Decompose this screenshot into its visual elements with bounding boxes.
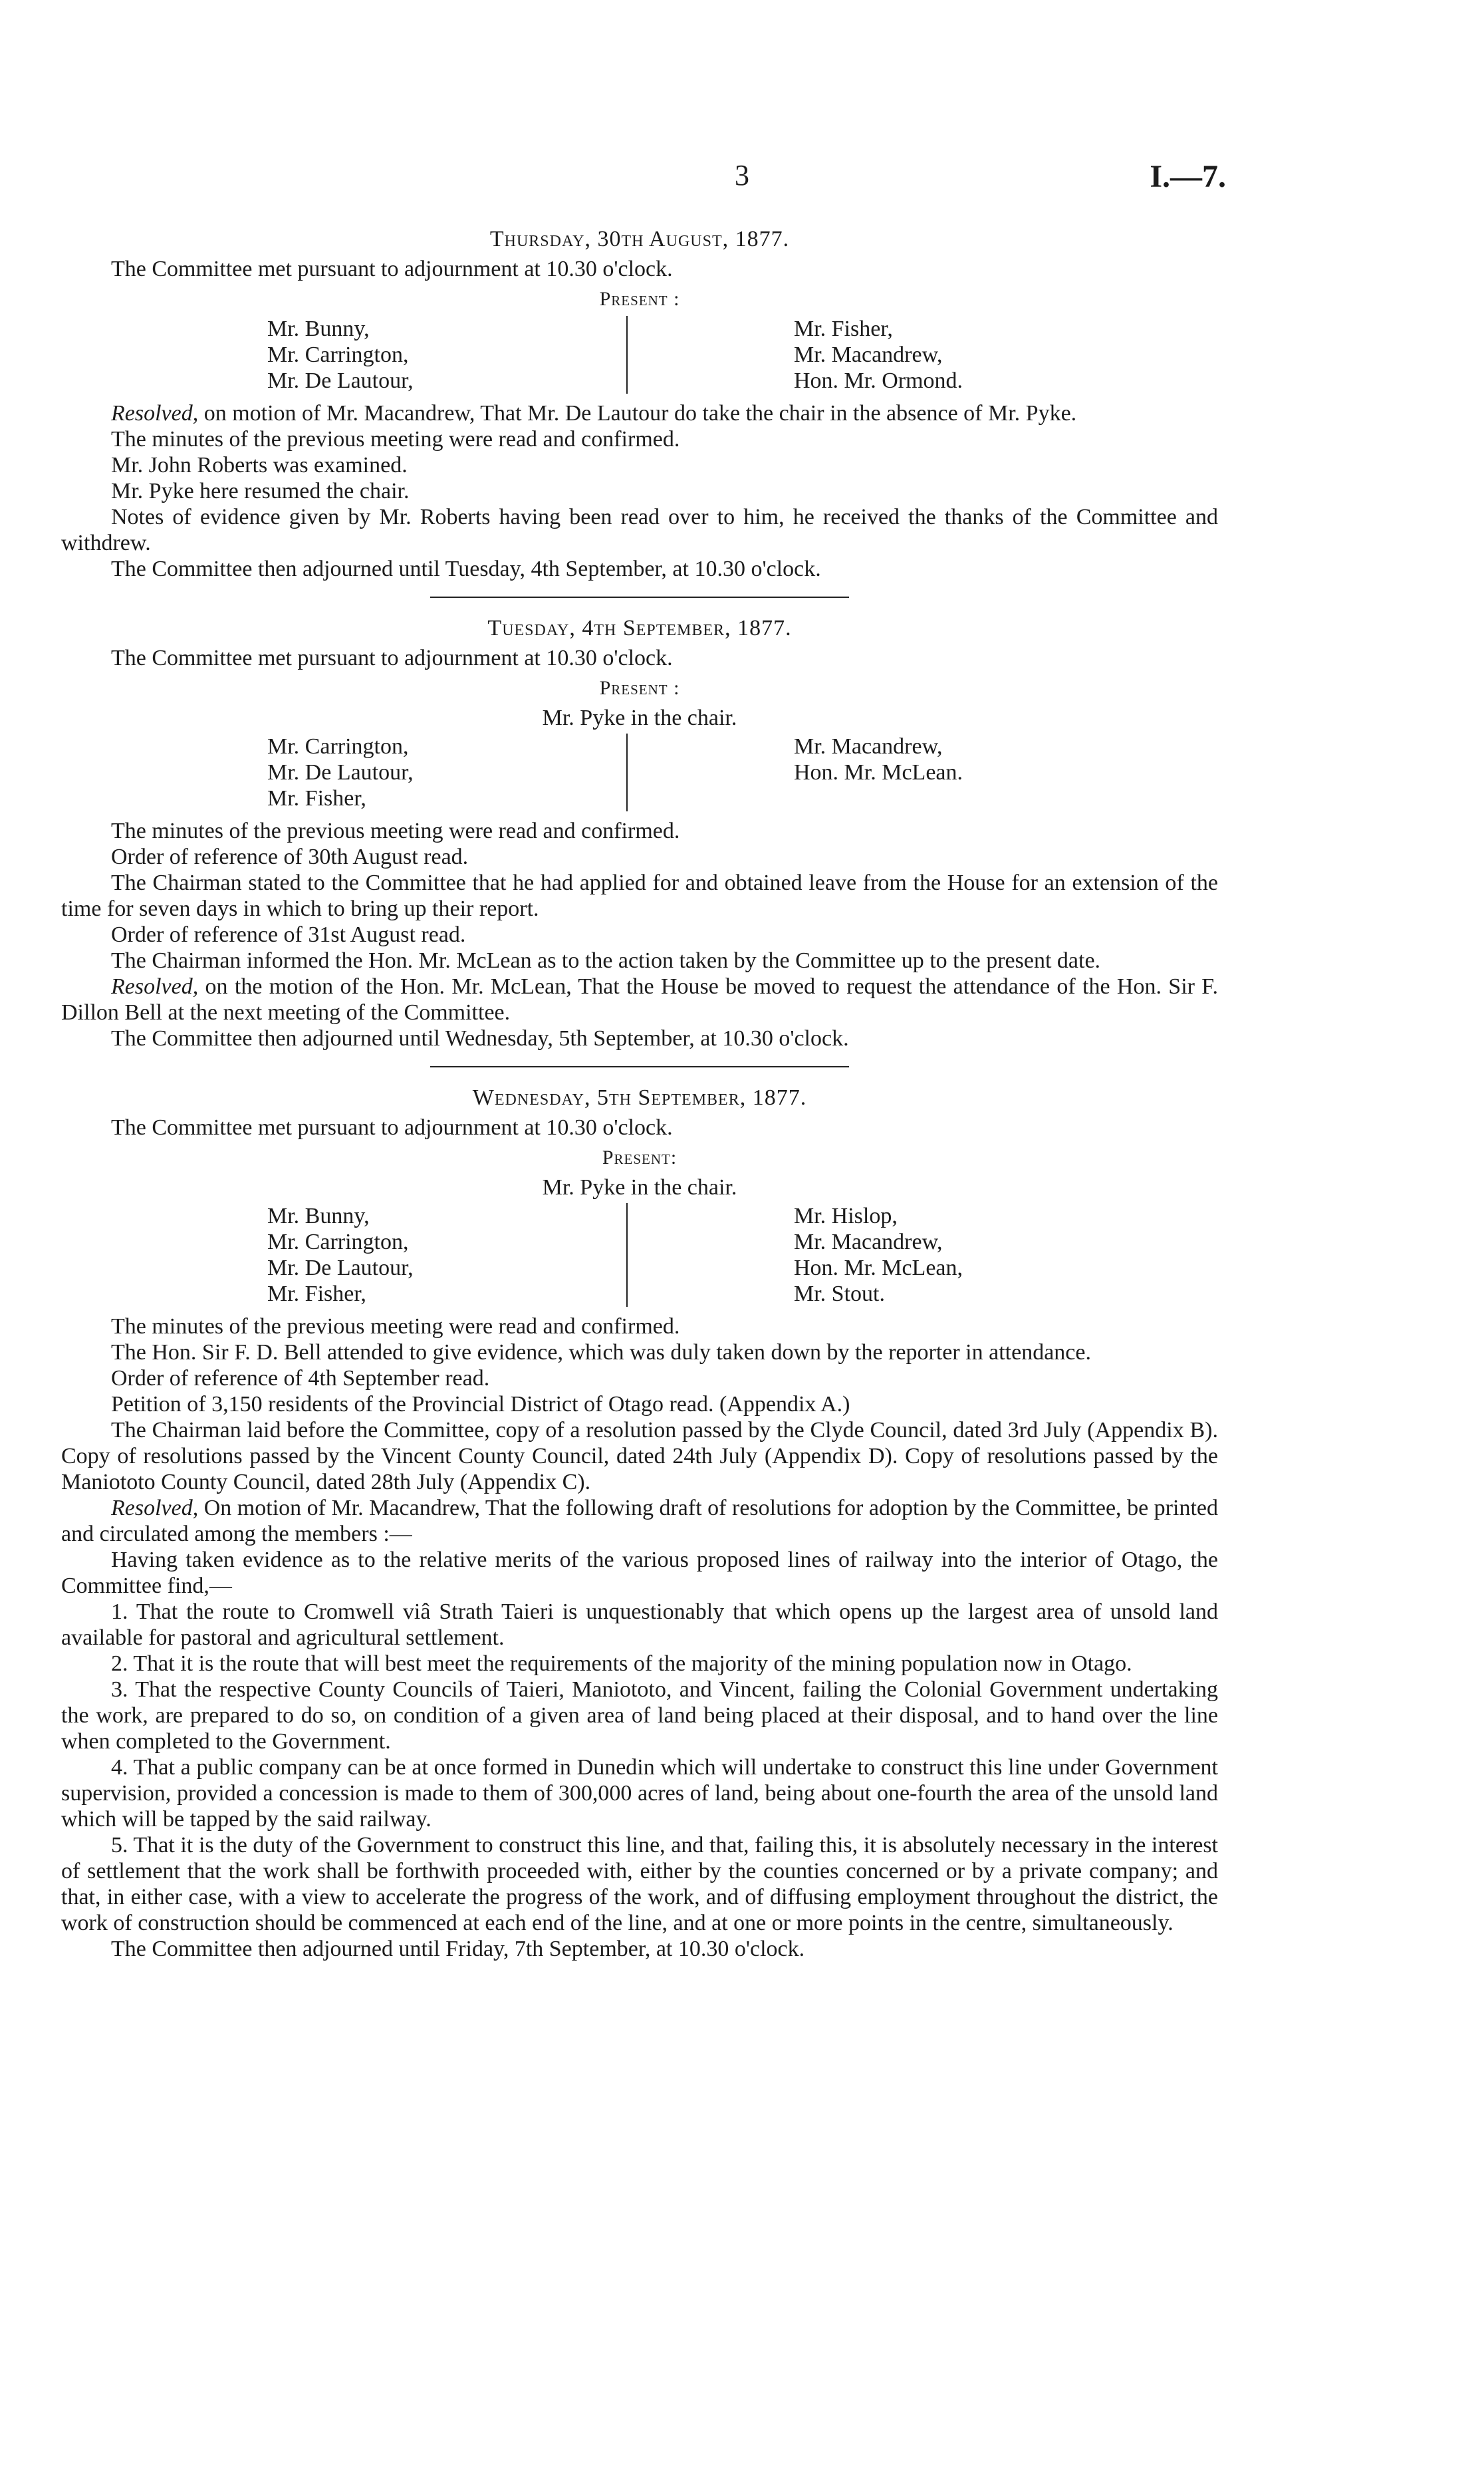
meeting-date: Thursday, 30th August, 1877. xyxy=(489,227,790,251)
minute-paragraph xyxy=(61,1365,1218,1391)
paragraph-text: The Chairman stated to the Committee that he had applied for and obtained leave from the House for an extension of the time for seven days in which to bring up their report. xyxy=(61,871,1218,921)
minute-paragraph xyxy=(61,1754,1218,1832)
paragraph-text: Order of reference of 30th August read. xyxy=(111,845,469,869)
member-name: Mr. Macandrew, xyxy=(794,734,943,759)
members-left-column xyxy=(267,316,628,394)
minute-paragraph xyxy=(61,1391,1218,1417)
paragraph-text: on the motion of the Hon. Mr. McLean, That the House be moved to request the attendance of the Hon. Sir F. Dillon Bell at the next meeting of the Committee. xyxy=(61,974,1218,1025)
paragraph-text: on motion of Mr. Macandrew, That Mr. De Lautour do take the chair in the absence of Mr. Pyke. xyxy=(198,401,1077,426)
members-right-column xyxy=(628,734,963,811)
member-name: Hon. Mr. Ormond. xyxy=(794,368,963,393)
meeting-section xyxy=(61,615,1218,1051)
section-divider xyxy=(430,1066,849,1067)
member-name: Mr. Bunny, xyxy=(267,1204,370,1228)
member-name: Mr. Stout. xyxy=(794,1282,885,1306)
minute-paragraph xyxy=(61,922,1218,948)
paragraph-text: The Committee then adjourned until Friday, 7th September, at 10.30 o'clock. xyxy=(111,1937,805,1961)
minute-paragraph xyxy=(61,1495,1218,1547)
member-name: Mr. Macandrew, xyxy=(794,343,943,367)
minute-paragraph xyxy=(61,1651,1218,1677)
meeting-section xyxy=(61,1085,1218,1962)
minute-paragraph xyxy=(61,478,1218,504)
minute-paragraph xyxy=(61,400,1218,426)
paragraph-text: 1. That the route to Cromwell viâ Strath Taieri is unquestionably that which opens up the largest area of unsold land available for pastoral and agricultural settlement. xyxy=(61,1599,1218,1650)
minute-paragraph xyxy=(61,1547,1218,1599)
members-left-column xyxy=(267,734,628,811)
meeting-opening: The Committee met pursuant to adjournment at 10.30 o'clock. xyxy=(111,1115,673,1140)
paragraph-text: The Hon. Sir F. D. Bell attended to give evidence, which was duly taken down by the reporter in attendance. xyxy=(111,1340,1091,1365)
present-label: Present : xyxy=(599,288,680,310)
meeting-section xyxy=(61,226,1218,582)
minute-paragraph xyxy=(61,1313,1218,1339)
member-name: Mr. Fisher, xyxy=(267,1282,366,1306)
meeting-date: Tuesday, 4th September, 1877. xyxy=(487,616,792,640)
minute-paragraph xyxy=(61,818,1218,844)
paragraph-text: On motion of Mr. Macandrew, That the following draft of resolutions for adoption by the Committee, be printed and circulated among the members :— xyxy=(61,1496,1218,1546)
minutes-body xyxy=(61,226,1218,1962)
resolved-lead: Resolved, xyxy=(111,401,199,426)
minute-paragraph xyxy=(61,948,1218,974)
member-name: Mr. Carrington, xyxy=(267,1230,409,1254)
member-name: Mr. Hislop, xyxy=(794,1204,898,1228)
paragraph-text: The Committee then adjourned until Tuesday, 4th September, at 10.30 o'clock. xyxy=(111,557,821,581)
meeting-opening: The Committee met pursuant to adjournment at 10.30 o'clock. xyxy=(111,257,673,281)
paragraph-text: Petition of 3,150 residents of the Provincial District of Otago read. (Appendix A.) xyxy=(111,1392,850,1417)
paragraph-text: Notes of evidence given by Mr. Roberts having been read over to him, he received the thanks of the Committee and withdrew. xyxy=(61,505,1218,555)
member-name: Hon. Mr. McLean, xyxy=(794,1256,963,1280)
paragraph-text: Having taken evidence as to the relative merits of the various proposed lines of railway into the interior of Otago, the Committee find,— xyxy=(61,1548,1218,1598)
meeting-date: Wednesday, 5th September, 1877. xyxy=(472,1085,807,1110)
members-left-column xyxy=(267,1203,628,1307)
paragraph-text: 2. That it is the route that will best meet the requirements of the majority of the mining population now in Otago. xyxy=(111,1651,1132,1676)
chair-note: Mr. Pyke in the chair. xyxy=(542,706,737,730)
paragraph-text: 5. That it is the duty of the Government to construct this line, and that, failing this, it is absolutely necessary in the interest of settlement that the work shall be forthwith proceeded with, either by the counties concerned or by a private company; and that, in either case, with a view to accelerate the progress of the work, and of diffusing employment throughout the district, the work of construction should be commenced at each end of the line, and at one or more points in the centre, simultaneously. xyxy=(61,1833,1218,1935)
document-reference: I.—7. xyxy=(1150,159,1226,194)
paragraph-text: Mr. John Roberts was examined. xyxy=(111,453,408,478)
minute-paragraph xyxy=(61,1832,1218,1936)
paragraph-text: 4. That a public company can be at once formed in Dunedin which will undertake to construct this line under Government supervision, provided a concession is made to them of 300,000 acres of land, being about one-fourth the area of the unsold land which will be tapped by the said railway. xyxy=(61,1755,1218,1832)
member-name: Mr. Carrington, xyxy=(267,734,409,759)
minute-paragraph xyxy=(61,870,1218,922)
paragraph-text: 3. That the respective County Councils of Taieri, Maniototo, and Vincent, failing the Colonial Government undertaking the work, are prepared to do so, on condition of a given area of land being placed at their disposal, and to hand over the line when completed to the Government. xyxy=(61,1677,1218,1754)
minute-paragraph xyxy=(61,1026,1218,1051)
present-label: Present : xyxy=(599,677,680,699)
paragraph-text: The Committee then adjourned until Wednesday, 5th September, at 10.30 o'clock. xyxy=(111,1026,849,1051)
minute-paragraph xyxy=(61,1339,1218,1365)
member-name: Mr. Fisher, xyxy=(267,786,366,811)
member-name: Mr. De Lautour, xyxy=(267,760,414,785)
page-number: 3 xyxy=(735,159,749,192)
paragraph-text: The Chairman laid before the Committee, copy of a resolution passed by the Clyde Council, dated 3rd July (Appendix B). Copy of resolutions passed by the Vincent County Council, dated 24th July (Appendix D). Copy of resolutions passed by the Maniototo County Council, dated 28th July (Appendix C). xyxy=(61,1418,1218,1494)
member-name: Mr. Carrington, xyxy=(267,343,409,367)
resolved-lead: Resolved, xyxy=(111,1496,199,1520)
minute-paragraph xyxy=(61,556,1218,582)
members-present xyxy=(61,316,1218,394)
minute-paragraph xyxy=(61,504,1218,556)
minute-paragraph xyxy=(61,452,1218,478)
member-name: Mr. De Lautour, xyxy=(267,1256,414,1280)
paragraph-text: The Chairman informed the Hon. Mr. McLean as to the action taken by the Committee up to the present date. xyxy=(111,948,1101,973)
member-name: Mr. Bunny, xyxy=(267,317,370,341)
present-label: Present: xyxy=(602,1147,678,1168)
members-right-column xyxy=(628,316,963,394)
section-divider xyxy=(430,597,849,598)
paragraph-text: The minutes of the previous meeting were read and confirmed. xyxy=(111,1314,680,1339)
member-name: Mr. Fisher, xyxy=(794,317,893,341)
resolved-lead: Resolved, xyxy=(111,974,199,999)
minute-paragraph xyxy=(61,974,1218,1026)
paragraph-text: Mr. Pyke here resumed the chair. xyxy=(111,479,410,503)
paragraph-text: Order of reference of 4th September read. xyxy=(111,1366,490,1391)
minute-paragraph xyxy=(61,1599,1218,1651)
member-name: Mr. De Lautour, xyxy=(267,368,414,393)
member-name: Hon. Mr. McLean. xyxy=(794,760,963,785)
members-present xyxy=(61,1203,1218,1307)
member-name: Mr. Macandrew, xyxy=(794,1230,943,1254)
paragraph-text: The minutes of the previous meeting were read and confirmed. xyxy=(111,819,680,843)
chair-note: Mr. Pyke in the chair. xyxy=(542,1175,737,1200)
paragraph-text: The minutes of the previous meeting were read and confirmed. xyxy=(111,427,680,452)
paragraph-text: Order of reference of 31st August read. xyxy=(111,922,466,947)
minute-paragraph xyxy=(61,1677,1218,1754)
minute-paragraph xyxy=(61,1417,1218,1495)
members-right-column xyxy=(628,1203,963,1307)
minute-paragraph xyxy=(61,1936,1218,1962)
minute-paragraph xyxy=(61,844,1218,870)
members-present xyxy=(61,734,1218,811)
meeting-opening: The Committee met pursuant to adjournment at 10.30 o'clock. xyxy=(111,646,673,670)
minute-paragraph xyxy=(61,426,1218,452)
